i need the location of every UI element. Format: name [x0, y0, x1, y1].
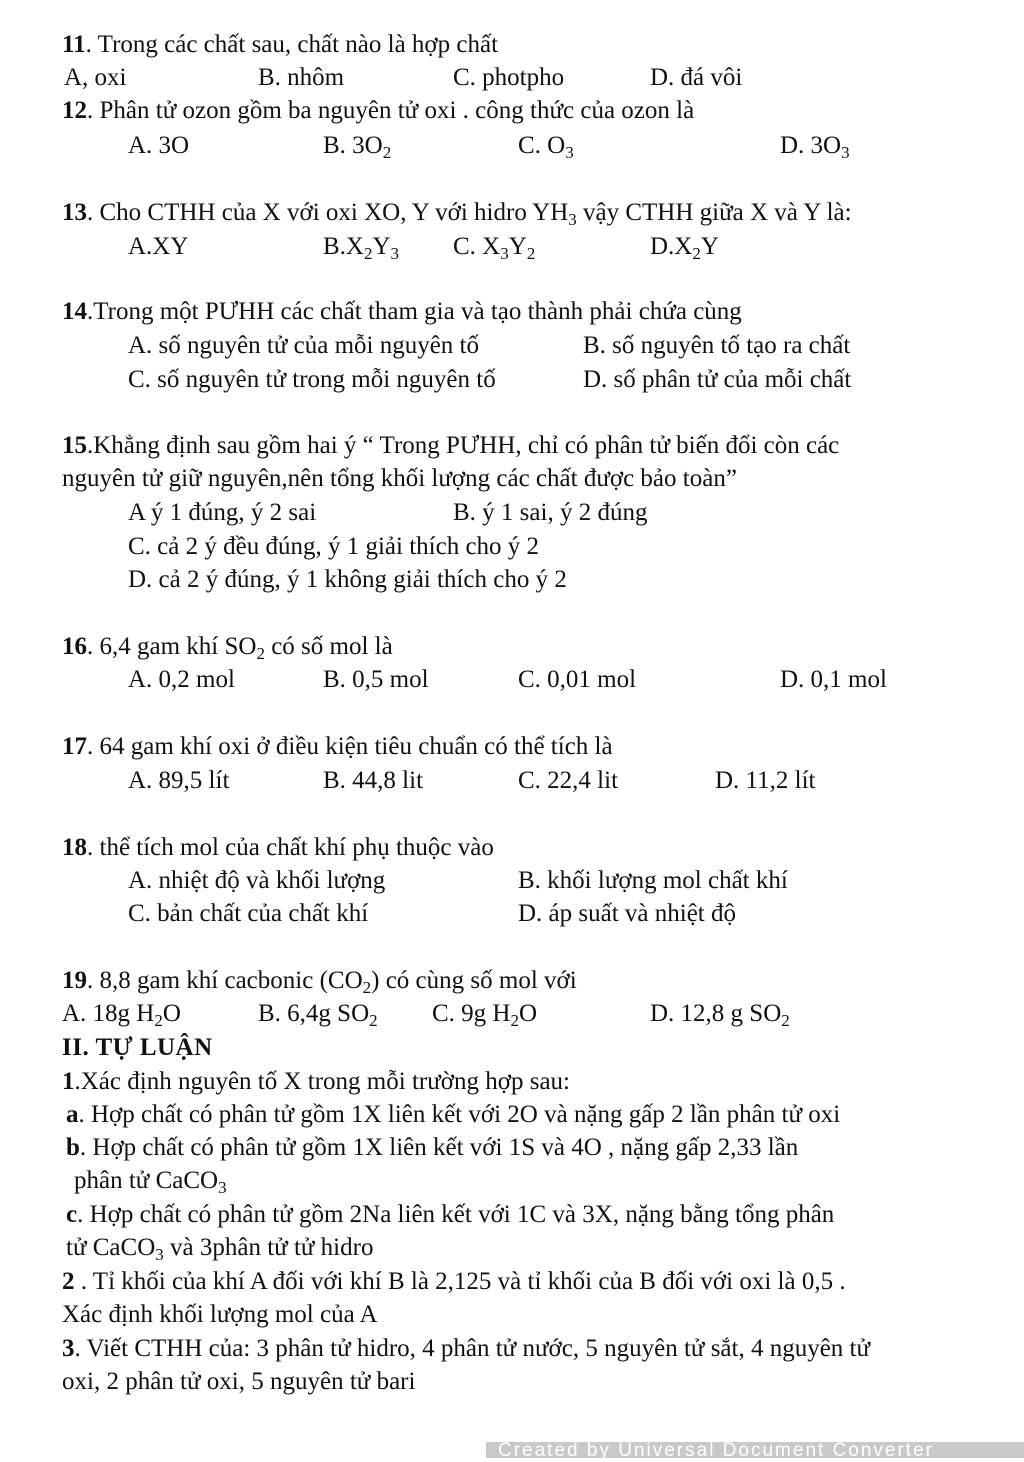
- q18-option-b: B. khối lượng mol chất khí: [518, 867, 788, 894]
- q14-prompt: [62, 295, 742, 328]
- q14-option-b: B. số nguyên tố tạo ra chất: [583, 332, 851, 359]
- q13-prompt: 13. Cho CTHH của X với oxi XO, Y với hidro $YH_3$ vậy CTHH giữa X và Y là:: [62, 199, 852, 229]
- q15-option-d: D. cả 2 ý đúng, ý 1 không giải thích cho ý 2: [128, 566, 567, 593]
- essay-q1-part-a: a. Hợp chất có phân tử gồm 1X liên kết với 2O và nặng gấp 2 lần phân tử oxi: [66, 1101, 841, 1128]
- q16-prompt: 16. 6,4 gam khí $SO_2$ có số mol là: [62, 633, 393, 663]
- q19-prompt: 19. 8,8 gam khí cacbonic $(CO_2)$ có cùng số mol với: [62, 967, 577, 997]
- q18-number: 18: [62, 834, 87, 861]
- q17-option-b: B. 44,8 lit: [323, 767, 424, 794]
- q12-option-c: C. $O_3$: [518, 132, 574, 162]
- q17-option-a: A. 89,5 lít: [128, 767, 230, 794]
- q14-number: 14: [62, 298, 87, 325]
- essay-q1-part-b-cont: phân tử CaCO$_3$: [74, 1167, 227, 1197]
- q14-option-d: D. số phân tử của mỗi chất: [583, 366, 852, 393]
- q11-option-c: C. photpho: [453, 64, 565, 91]
- q15-option-b: B. ý 1 sai, ý 2 đúng: [453, 499, 648, 526]
- q15-option-c: C. cả 2 ý đều đúng, ý 1 giải thích cho ý 2: [128, 533, 540, 560]
- essay-q1-part-c-cont: tử CaCO$_3$ và 3phân tử tử hidro: [66, 1234, 374, 1264]
- q18-text: . thể tích mol của chất khí phụ thuộc vào: [87, 834, 494, 861]
- q15-text-line2: nguyên tử giữ nguyên,nên tổng khối lượng các chất được bảo toàn”: [62, 465, 737, 492]
- q16-option-b: B. 0,5 mol: [323, 666, 429, 693]
- q16-option-a: A. 0,2 mol: [128, 666, 235, 693]
- q19-option-d: D. 12,8 g $SO_2$: [650, 1000, 790, 1030]
- footer-watermark: Created by Universal Document Converter: [498, 1440, 934, 1461]
- q11-option-b: B. nhôm: [258, 64, 345, 91]
- q12-option-b: B. $3O_2$: [323, 132, 392, 162]
- q15-text-line1: .Khẳng định sau gồm hai ý “ Trong PƯHH, chỉ có phân tử biến đổi còn các: [87, 432, 840, 459]
- q16-option-c: C. 0,01 mol: [518, 666, 637, 693]
- q18-prompt: [62, 831, 494, 864]
- q12-text: . Phân tử ozon gồm ba nguyên tử oxi . công thức của ozon là: [87, 97, 695, 124]
- q14-option-c: C. số nguyên tử trong mỗi nguyên tố: [128, 366, 496, 393]
- q13-number: 13: [62, 199, 87, 226]
- q12-option-a: A. 3O: [128, 132, 190, 159]
- q11-option-a: A, oxi: [64, 64, 127, 91]
- q17-option-c: C. 22,4 lit: [518, 767, 619, 794]
- q12-number: 12: [62, 97, 87, 124]
- q11-number: 11: [62, 31, 86, 58]
- q18-option-d: D. áp suất và nhiệt độ: [518, 900, 737, 927]
- essay-q1-part-c: c. Hợp chất có phân tử gồm 2Na liên kết với 1C và 3X, nặng bằng tổng phân: [66, 1201, 835, 1228]
- q15-option-a: A ý 1 đúng, ý 2 sai: [128, 499, 317, 526]
- q11-option-d: D. đá vôi: [650, 64, 743, 91]
- q12-option-d: D. $3O_3$: [780, 132, 850, 162]
- q17-text: . 64 gam khí oxi ở điều kiện tiêu chuẩn có thể tích là: [87, 733, 613, 760]
- q17-option-d: D. 11,2 lít: [715, 767, 816, 794]
- q12-prompt: [62, 94, 694, 127]
- q19-option-a: A. 18g $H_2O$: [62, 1000, 181, 1030]
- section-heading: II. TỰ LUẬN: [62, 1034, 213, 1061]
- essay-q3-prompt: 3. Viết CTHH của: 3 phân tử hidro, 4 phân tử nước, 5 nguyên tử sắt, 4 nguyên tử: [62, 1335, 871, 1362]
- q11-text: . Trong các chất sau, chất nào là hợp chất: [85, 31, 499, 58]
- q17-prompt: [62, 730, 613, 763]
- q16-number: 16: [62, 633, 87, 660]
- q16-option-d: D. 0,1 mol: [780, 666, 887, 693]
- q15-prompt: [62, 429, 839, 462]
- essay-q2-line2: Xác định khối lượng mol của A: [62, 1301, 378, 1328]
- q18-option-c: C. bản chất của chất khí: [128, 900, 369, 927]
- essay-q1-prompt: 1.Xác định nguyên tố X trong mỗi trường hợp sau:: [62, 1068, 570, 1095]
- q13-option-a: A.XY: [128, 233, 189, 260]
- q19-option-c: C. 9g $H_2O$: [432, 1000, 538, 1030]
- q17-number: 17: [62, 733, 87, 760]
- q13-option-d: $D.X_2Y$: [650, 233, 719, 263]
- essay-q2-prompt: 2 . Tỉ khối của khí A đối với khí B là 2,125 và tỉ khối của B đối với oxi là 0,5 .: [62, 1268, 846, 1295]
- q19-option-b: B. 6,4g $SO_2$: [258, 1000, 378, 1030]
- essay-q3-line2: oxi, 2 phân tử oxi, 5 nguyên tử bari: [62, 1368, 416, 1395]
- q18-option-a: A. nhiệt độ và khối lượng: [128, 867, 386, 894]
- q15-number: 15: [62, 432, 87, 459]
- q14-text: .Trong một PƯHH các chất tham gia và tạo thành phải chứa cùng: [87, 298, 742, 325]
- q19-number: 19: [62, 967, 87, 994]
- q14-option-a: A. số nguyên tử của mỗi nguyên tố: [128, 332, 480, 359]
- q13-option-c: C. $X_3Y_2$: [453, 233, 536, 263]
- q11-prompt: [62, 28, 498, 61]
- essay-q1-part-b: b. Hợp chất có phân tử gồm 1X liên kết với 1S và 4O , nặng gấp 2,33 lần: [66, 1134, 799, 1161]
- q13-option-b: $B.X_2Y_3$: [323, 233, 400, 263]
